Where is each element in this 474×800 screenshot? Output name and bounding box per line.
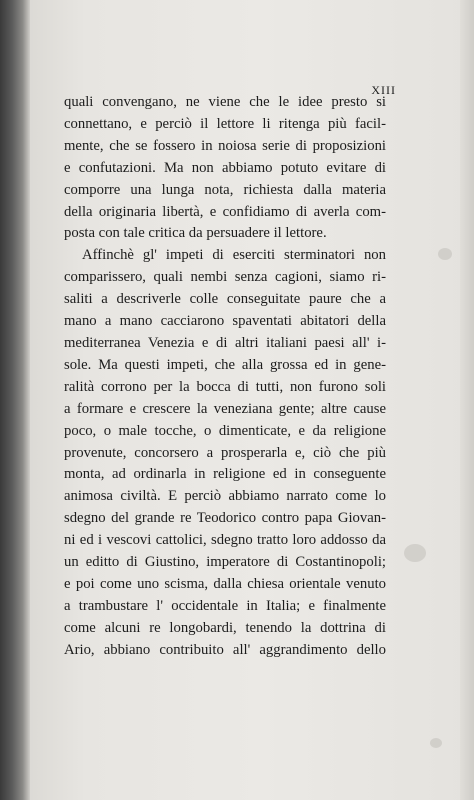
text-line: Affinchè gl' impeti di eserciti sterminatori non: [82, 247, 386, 264]
text-line: e poi come uno scisma, dalla chiesa orientale venuto: [64, 575, 386, 592]
text-line: a trambustare l' occidentale in Italia; e finalmente: [64, 597, 386, 614]
text-line: quali convengano, ne viene che le idee presto si: [64, 94, 386, 110]
text-line: della originaria libertà, e confidiamo di averla com-: [64, 203, 386, 220]
text-line: connettano, e perciò il lettore li ritenga più facil-: [64, 115, 386, 132]
text-line: posta con tale critica da persuadere il lettore.: [64, 225, 327, 242]
text-line: sole. Ma questi impeti, che alla grossa ed in gene-: [64, 356, 386, 373]
text-line: comparissero, quali nembi senza cagioni, siamo ri-: [64, 269, 386, 286]
paper-foxing-spot: [430, 738, 442, 748]
text-line: mano a mano cacciarono spaventati abitatori della: [64, 313, 386, 330]
paper-foxing-spot: [438, 248, 452, 260]
text-line: provenute, concorsero a prosperarla e, ciò che più: [64, 444, 386, 461]
text-line: animosa civiltà. E perciò abbiamo narrato come lo: [64, 488, 386, 505]
text-line: mediterranea Venezia e di altri italiani paesi all' i-: [64, 334, 386, 351]
text-line: come alcuni re longobardi, tenendo la dottrina di: [64, 619, 386, 636]
book-spine-shadow: [0, 0, 30, 800]
text-line: e confutazioni. Ma non abbiamo potuto evitare di: [64, 159, 386, 176]
text-line: Ario, abbiano contribuito all' aggrandimento dello: [64, 641, 386, 658]
text-line: mente, che se fossero in noiosa serie di proposizioni: [64, 137, 386, 154]
text-line: saliti a descriverle colle conseguitate paure che a: [64, 291, 386, 308]
text-line: poco, o male tocche, o dimenticate, e da religione: [64, 422, 386, 439]
text-line: ni ed i vescovi cattolici, sdegno tratto loro addosso da: [64, 532, 386, 549]
text-line: ralità corrono per la bocca di tutti, non furono soli: [64, 378, 386, 395]
page-body-text: [64, 92, 386, 662]
text-line: sdegno del grande re Teodorico contro papa Giovan-: [64, 510, 386, 527]
page-folio-number: XIII: [371, 83, 396, 97]
text-line: un editto di Giustino, imperatore di Costantinopoli;: [64, 554, 386, 571]
paper-foxing-spot: [404, 544, 426, 562]
page-edge: [460, 0, 474, 800]
text-line: a formare e crescere la veneziana gente; altre cause: [64, 400, 386, 417]
text-line: monta, ad ordinarla in religione ed in conseguente: [64, 466, 386, 483]
text-line: comporre una lunga nota, richiesta dalla materia: [64, 181, 386, 198]
